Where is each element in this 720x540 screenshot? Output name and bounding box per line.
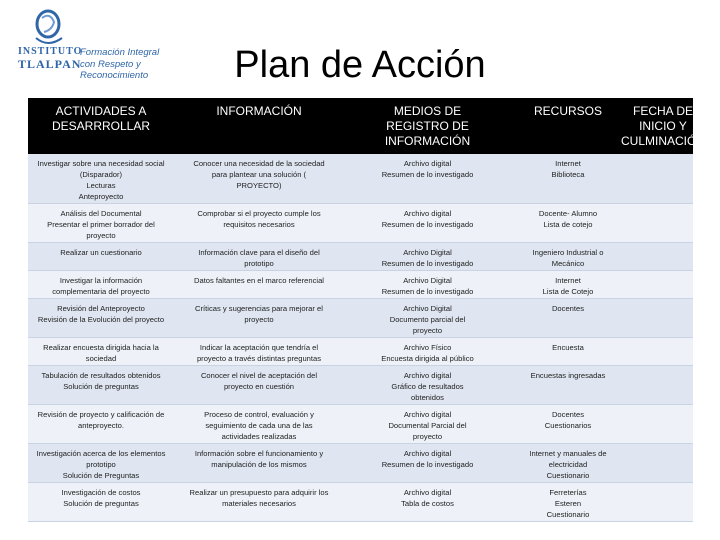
table-row: [28, 243, 693, 271]
table-cell-activities: [28, 366, 174, 405]
cell-text-line: Realizar encuesta dirigida hacia la: [43, 343, 159, 352]
table-cell-activities: [28, 154, 174, 204]
cell-text-line: Resumen de lo investigado: [381, 259, 474, 268]
table-cell-dates: [625, 204, 693, 243]
column-header-activities: [28, 98, 174, 154]
table-row: [28, 483, 693, 522]
table-cell-resources: [511, 366, 625, 405]
table-cell-activities: [28, 483, 174, 522]
column-header-line: CULMINACIÓN: [620, 134, 705, 148]
cell-text-line: Resumen de lo investigado: [381, 170, 474, 179]
cell-text-line: Internet: [555, 159, 581, 168]
cell-text-line: Solución de preguntas: [63, 499, 139, 508]
cell-text-line: Biblioteca: [551, 170, 585, 179]
table-cell-activities: [28, 338, 174, 366]
institution-name-line2: TLALPAN: [18, 57, 82, 71]
cell-text-line: Encuestas ingresadas: [530, 371, 606, 380]
cell-text-line: Docentes: [551, 304, 585, 313]
cell-text-line: Proceso de control, evaluación y: [204, 410, 314, 419]
tagline-line2: con Respeto y Reconocimiento: [80, 59, 149, 81]
cell-text-line: Lista de cotejo: [543, 220, 593, 229]
cell-text-line: Tabulación de resultados obtenidos: [41, 371, 161, 380]
table-cell-record-media: [344, 483, 511, 522]
cell-text-line: Tabla de costos: [401, 499, 454, 508]
cell-text-line: Resumen de lo investigado: [381, 220, 474, 229]
table-cell-record-media: [344, 204, 511, 243]
cell-text-line: Archivo digital: [403, 371, 452, 380]
table-cell-record-media: [344, 271, 511, 299]
logo-emblem-icon: [28, 8, 68, 48]
cell-text-line: Investigación de costos: [61, 488, 141, 497]
column-header-line: REGISTRO DE: [386, 119, 469, 133]
table-cell-dates: [625, 271, 693, 299]
table-cell-dates: [625, 299, 693, 338]
column-header-line: ACTIVIDADES A: [55, 104, 147, 118]
table-header-row: [28, 98, 693, 154]
cell-text-line: Investigar la información: [59, 276, 143, 285]
table-cell-information: [174, 483, 344, 522]
table-cell-activities: [28, 204, 174, 243]
cell-text-line: Documento parcial del: [389, 315, 466, 324]
cell-text-line: Información clave para el diseño del: [198, 248, 320, 257]
column-header-line: FECHA DE: [632, 104, 693, 118]
table-cell-dates: [625, 405, 693, 444]
table-cell-information: [174, 338, 344, 366]
column-header-line: RECURSOS: [533, 104, 602, 118]
table-cell-information: [174, 405, 344, 444]
page-title: Plan de Acción: [234, 44, 486, 86]
cell-text-line: Cuestionario: [546, 471, 590, 480]
cell-text-line: Lecturas: [86, 181, 116, 190]
cell-text-line: Cuestionarios: [544, 421, 592, 430]
table-cell-resources: [511, 154, 625, 204]
cell-text-line: proyecto a través distintas preguntas: [196, 354, 322, 363]
column-header-line: INICIO Y: [639, 119, 687, 133]
cell-text-line: manipulación de los mismos: [211, 460, 307, 469]
cell-text-line: Análisis del Documental: [60, 209, 142, 218]
cell-text-line: complementaria del proyecto: [52, 287, 150, 296]
table-body: [28, 154, 693, 522]
cell-text-line: (Disparador): [79, 170, 123, 179]
table-cell-dates: [625, 243, 693, 271]
table-cell-resources: [511, 271, 625, 299]
table-cell-record-media: [344, 338, 511, 366]
table-row: [28, 271, 693, 299]
table-cell-information: [174, 366, 344, 405]
table-cell-record-media: [344, 405, 511, 444]
cell-text-line: proyecto: [86, 231, 116, 240]
cell-text-line: PROYECTO): [236, 181, 282, 190]
table-cell-record-media: [344, 366, 511, 405]
cell-text-line: Gráfico de resultados: [391, 382, 464, 391]
column-header-line: DESARRROLLAR: [51, 119, 151, 133]
cell-text-line: Realizar un cuestionario: [60, 248, 142, 257]
table-row: [28, 366, 693, 405]
table-cell-resources: [511, 299, 625, 338]
column-header-dates: [620, 98, 705, 154]
cell-text-line: electricidad: [548, 460, 588, 469]
tagline-line1: Formación Integral: [80, 47, 160, 58]
cell-text-line: Información sobre el funcionamiento y: [194, 449, 324, 458]
table-cell-dates: [625, 154, 693, 204]
cell-text-line: Mecánico: [551, 259, 585, 268]
cell-text-line: Datos faltantes en el marco referencial: [193, 276, 324, 285]
table-cell-information: [174, 154, 344, 204]
cell-text-line: Archivo Físico: [403, 343, 452, 352]
cell-text-line: Internet y manuales de: [529, 449, 607, 458]
table-cell-information: [174, 271, 344, 299]
table-row: [28, 338, 693, 366]
cell-text-line: Comprobar si el proyecto cumple los: [197, 209, 321, 218]
cell-text-line: Archivo digital: [403, 488, 452, 497]
cell-text-line: Encuesta: [552, 343, 584, 352]
cell-text-line: sociedad: [85, 354, 117, 363]
cell-text-line: Resumen de lo investigado: [381, 460, 474, 469]
cell-text-line: Realizar un presupuesto para adquirir los: [189, 488, 329, 497]
table-cell-dates: [625, 444, 693, 483]
table-cell-resources: [511, 204, 625, 243]
cell-text-line: anteproyecto.: [77, 421, 124, 430]
cell-text-line: Conocer una necesidad de la sociedad: [193, 159, 325, 168]
cell-text-line: Archivo digital: [403, 159, 452, 168]
column-header-line: INFORMACIÓN: [384, 134, 471, 148]
cell-text-line: Encuesta dirigida al público: [381, 354, 474, 363]
cell-text-line: Resumen de lo investigado: [381, 287, 474, 296]
table-cell-information: [174, 299, 344, 338]
cell-text-line: Revisión del Anteproyecto: [57, 304, 145, 313]
cell-text-line: Revisión de la Evolución del proyecto: [37, 315, 165, 324]
cell-text-line: Archivo digital: [403, 410, 452, 419]
table-cell-information: [174, 204, 344, 243]
cell-text-line: Documental Parcial del: [388, 421, 467, 430]
table-cell-resources: [511, 444, 625, 483]
cell-text-line: Internet: [555, 276, 581, 285]
column-header-line: MEDIOS DE: [393, 104, 462, 118]
cell-text-line: Indicar la aceptación que tendría el: [199, 343, 319, 352]
table-cell-resources: [511, 483, 625, 522]
action-plan-table: [28, 98, 705, 522]
cell-text-line: seguimiento de cada una de las: [205, 421, 313, 430]
table-cell-activities: [28, 444, 174, 483]
cell-text-line: Presentar el primer borrador del: [47, 220, 155, 229]
cell-text-line: proyecto en cuestión: [223, 382, 295, 391]
cell-text-line: proyecto: [412, 432, 443, 441]
table-row: [28, 444, 693, 483]
table-cell-resources: [511, 405, 625, 444]
column-header-record-media: [344, 98, 511, 154]
table-cell-activities: [28, 271, 174, 299]
cell-text-line: Docente- Alumno: [538, 209, 598, 218]
table-cell-activities: [28, 405, 174, 444]
cell-text-line: Archivo digital: [403, 209, 452, 218]
cell-text-line: Ingeniero Industrial o: [532, 248, 604, 257]
cell-text-line: Esteren: [554, 499, 582, 508]
cell-text-line: Archivo Digital: [403, 304, 452, 313]
cell-text-line: proyecto: [412, 326, 443, 335]
table-cell-activities: [28, 299, 174, 338]
cell-text-line: Ferreterías: [549, 488, 587, 497]
table-cell-dates: [625, 338, 693, 366]
column-header-line: INFORMACIÓN: [216, 104, 302, 118]
table-cell-record-media: [344, 243, 511, 271]
table-cell-information: [174, 243, 344, 271]
cell-text-line: Anteproyecto: [78, 192, 124, 201]
table-cell-resources: [511, 338, 625, 366]
cell-text-line: Archivo Digital: [403, 276, 452, 285]
cell-text-line: Lista de Cotejo: [542, 287, 594, 296]
table-row: [28, 299, 693, 338]
cell-text-line: materiales necesarios: [222, 499, 296, 508]
column-header-resources: [511, 98, 625, 154]
cell-text-line: Archivo Digital: [403, 248, 452, 257]
table-row: [28, 204, 693, 243]
cell-text-line: Solución de Preguntas: [62, 471, 140, 480]
cell-text-line: obtenidos: [411, 393, 444, 402]
cell-text-line: Revisión de proyecto y calificación de: [37, 410, 165, 419]
cell-text-line: Solución de preguntas: [63, 382, 139, 391]
table-cell-record-media: [344, 444, 511, 483]
cell-text-line: Archivo digital: [403, 449, 452, 458]
cell-text-line: proyecto: [244, 315, 274, 324]
table-cell-activities: [28, 243, 174, 271]
table-cell-resources: [511, 243, 625, 271]
cell-text-line: prototipo: [86, 460, 116, 469]
table-row: [28, 405, 693, 444]
cell-text-line: Docentes: [551, 410, 585, 419]
column-header-information: [174, 98, 344, 154]
table-cell-information: [174, 444, 344, 483]
table-cell-record-media: [344, 299, 511, 338]
table-cell-record-media: [344, 154, 511, 204]
cell-text-line: para plantear una solución (: [211, 170, 307, 179]
table-cell-dates: [625, 366, 693, 405]
table-cell-dates: [625, 483, 693, 522]
table-row: [28, 154, 693, 204]
cell-text-line: Investigación acerca de los elementos: [36, 449, 166, 458]
institution-name-line1: INSTITUTO: [18, 46, 83, 57]
cell-text-line: Conocer el nivel de aceptación del: [200, 371, 318, 380]
cell-text-line: Cuestionario: [546, 510, 590, 519]
cell-text-line: Investigar sobre una necesidad social: [37, 159, 165, 168]
cell-text-line: requisitos necesarios: [223, 220, 295, 229]
cell-text-line: Críticas y sugerencias para mejorar el: [195, 304, 323, 313]
cell-text-line: actividades realizadas: [221, 432, 297, 441]
cell-text-line: prototipo: [244, 259, 274, 268]
